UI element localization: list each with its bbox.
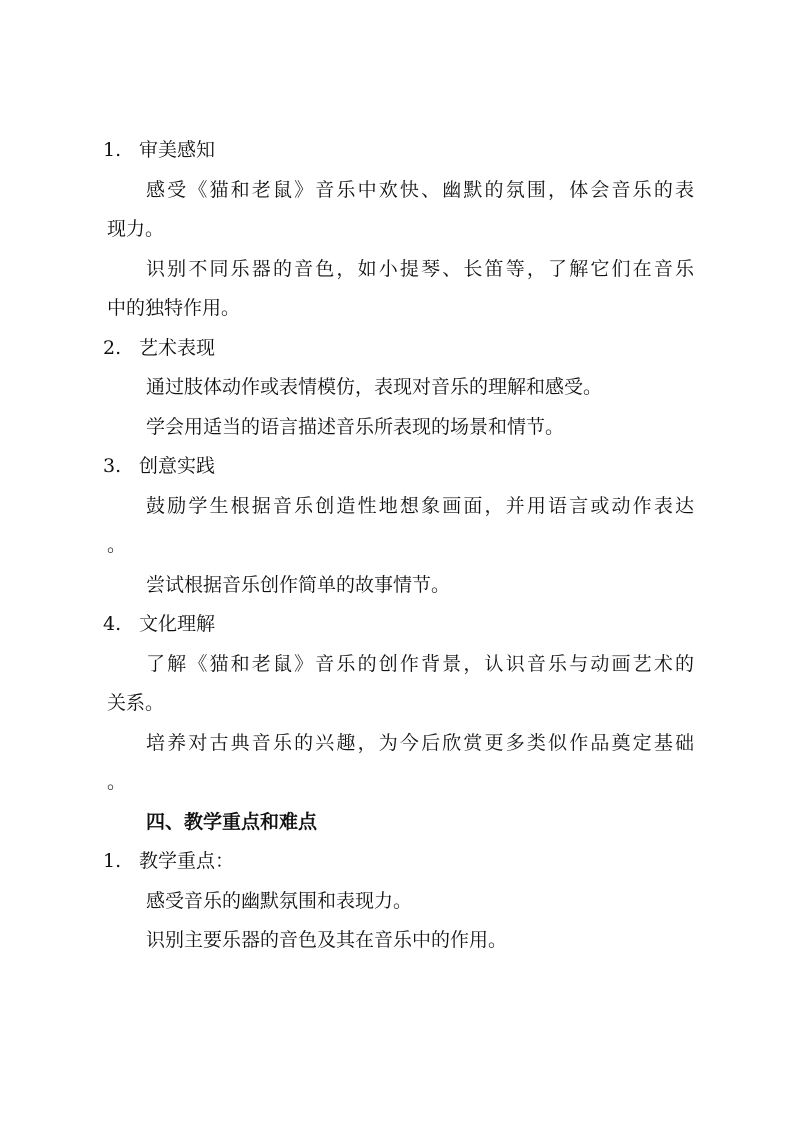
section-1-number: 1. [103, 139, 122, 161]
part-four-heading-text: 四、教学重点和难点 [146, 811, 318, 833]
paragraph-text: 通过肢体动作或表情模仿，表现对音乐的理解和感受。 [146, 376, 603, 398]
paragraph-text: 鼓励学生根据音乐创造性地想象画面，并用语言或动作表达 [146, 495, 694, 517]
subsection-title: 教学重点： [139, 850, 235, 872]
paragraph-text: 感受音乐的幽默氛围和表现力。 [146, 890, 413, 912]
paragraph-text: 。 [107, 771, 127, 793]
paragraph-text: 识别不同乐器的音色，如小提琴、长笛等，了解它们在音乐 [146, 258, 694, 280]
section-3-number: 3. [103, 455, 122, 477]
section-2-number: 2. [103, 337, 122, 359]
paragraph-text: 学会用适当的语言描述音乐所表现的场景和情节。 [146, 416, 565, 438]
paragraph-text: 关系。 [107, 692, 165, 714]
section-1-title: 审美感知 [139, 139, 216, 161]
section-4-number: 4. [103, 613, 122, 635]
subsection-number: 1. [103, 850, 122, 872]
paragraph-text: 培养对古典音乐的兴趣，为今后欣赏更多类似作品奠定基础 [146, 732, 694, 754]
section-2-title: 艺术表现 [139, 337, 216, 359]
section-4-title: 文化理解 [139, 613, 216, 635]
paragraph-text: 识别主要乐器的音色及其在音乐中的作用。 [146, 929, 508, 951]
paragraph-text: 了解《猫和老鼠》音乐的创作背景，认识音乐与动画艺术的 [146, 653, 694, 675]
section-3-title: 创意实践 [139, 455, 216, 477]
paragraph-text: 中的独特作用。 [107, 297, 241, 319]
paragraph-text: 感受《猫和老鼠》音乐中欢快、幽默的氛围，体会音乐的表 [146, 179, 694, 201]
paragraph-text: 。 [107, 534, 127, 556]
paragraph-text: 尝试根据音乐创作简单的故事情节。 [146, 574, 451, 596]
paragraph-text: 现力。 [107, 218, 165, 240]
